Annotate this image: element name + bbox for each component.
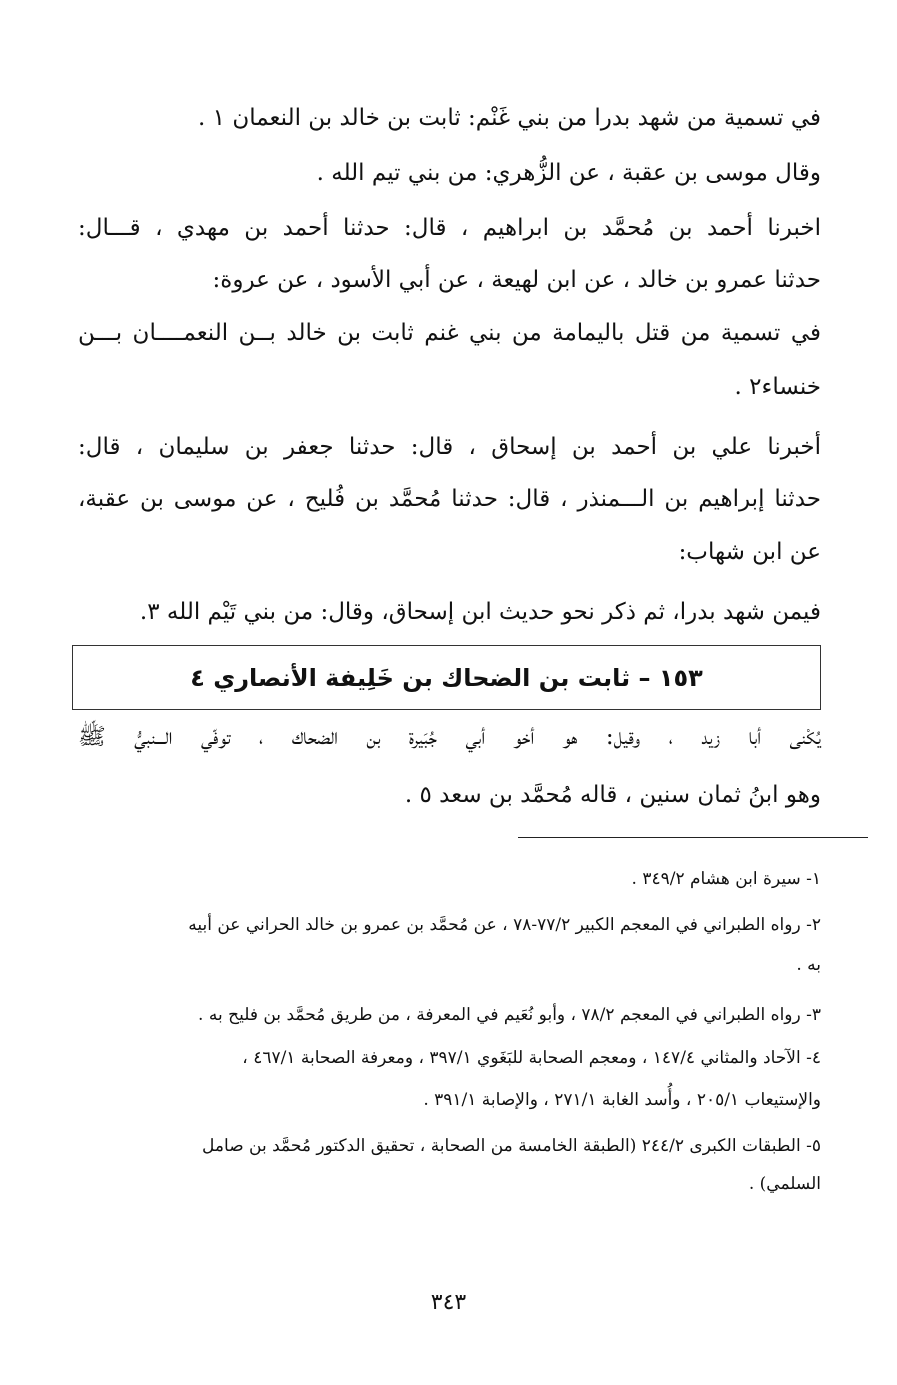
body-line-2: وقال موسى بن عقبة ، عن الزُّهري: من بني تيم الله . [316, 160, 821, 186]
body-line-3: اخبرنا أحمد بن مُحمَّد بن ابراهيم ، قال: حدثنا أحمد بن مهدي ، قـــال: [78, 215, 821, 241]
body-line-8: حدثنا إبراهيم بن الـــمنذر ، قال: حدثنا مُحمَّد بن فُليح ، عن موسى بن عقبة، [78, 486, 821, 512]
footnote-2-cont: به . [796, 955, 821, 975]
body-line-9: عن ابن شهاب: [678, 539, 821, 565]
body-line-4: حدثنا عمرو بن خالد ، عن ابن لهيعة ، عن أبي الأسود ، عن عروة: [212, 267, 821, 293]
footnote-5: ٥- الطبقات الكبرى ٢٤٤/٢ (الطبقة الخامسة من الصحابة ، تحقيق الدكتور مُحمَّد بن صامل [202, 1136, 821, 1156]
footnote-4-cont: والإستيعاب ٢٠٥/١ ، وأُسد الغابة ٢٧١/١ ، والإصابة ٣٩١/١ . [423, 1090, 821, 1110]
body-line-1: في تسمية من شهد بدرا من بني غَنْم: ثابت بن خالد بن النعمان ١ . [198, 105, 821, 131]
footnote-4: ٤- الآحاد والمثاني ١٤٧/٤ ، ومعجم الصحابة للبَغَوي ٣٩٧/١ ، ومعرفة الصحابة ٤٦٧/١ ، [242, 1048, 821, 1068]
footnote-1: ١- سيرة ابن هشام ٣٤٩/٢ . [631, 869, 821, 889]
footnote-divider [518, 837, 868, 838]
entry-title-box [72, 645, 821, 710]
entry-line-2: وهو ابنُ ثمان سنين ، قاله مُحمَّد بن سعد ٥ . [404, 782, 821, 808]
entry-title: ١٥٣ – ثابت بن الضحاك بن خَلِيفة الأنصاري ٤ [190, 663, 703, 692]
body-line-10: فيمن شهد بدرا، ثم ذكر نحو حديث ابن إسحاق، وقال: من بني تَيْم الله ٣. [139, 599, 821, 625]
body-line-6: خنساء٢ . [734, 374, 821, 400]
footnote-2: ٢- رواه الطبراني في المعجم الكبير ٧٧/٢-٧٨ ، عن مُحمَّد بن عمرو بن خالد الحراني عن أبيه [188, 915, 821, 935]
entry-line-1: يُكْنى أبا زيد ، وقيل: هو أخو أبي جُبَيرة بن الضحاك ، توفّي الـــنبيُّ ﷺ [78, 724, 821, 750]
body-line-5: في تسمية من قتل باليمامة من بني غنم ثابت بن خالد بــن النعمــــان بـــن [78, 320, 821, 346]
footnote-5-cont: السلمي) . [748, 1174, 821, 1194]
footnote-3: ٣- رواه الطبراني في المعجم ٧٨/٢ ، وأبو نُعَيم في المعرفة ، من طريق مُحمَّد بن فليح به . [198, 1005, 821, 1025]
page-number: ٣٤٣ [430, 1290, 467, 1315]
body-line-7: أخبرنا علي بن أحمد بن إسحاق ، قال: حدثنا جعفر بن سليمان ، قال: [78, 434, 821, 460]
